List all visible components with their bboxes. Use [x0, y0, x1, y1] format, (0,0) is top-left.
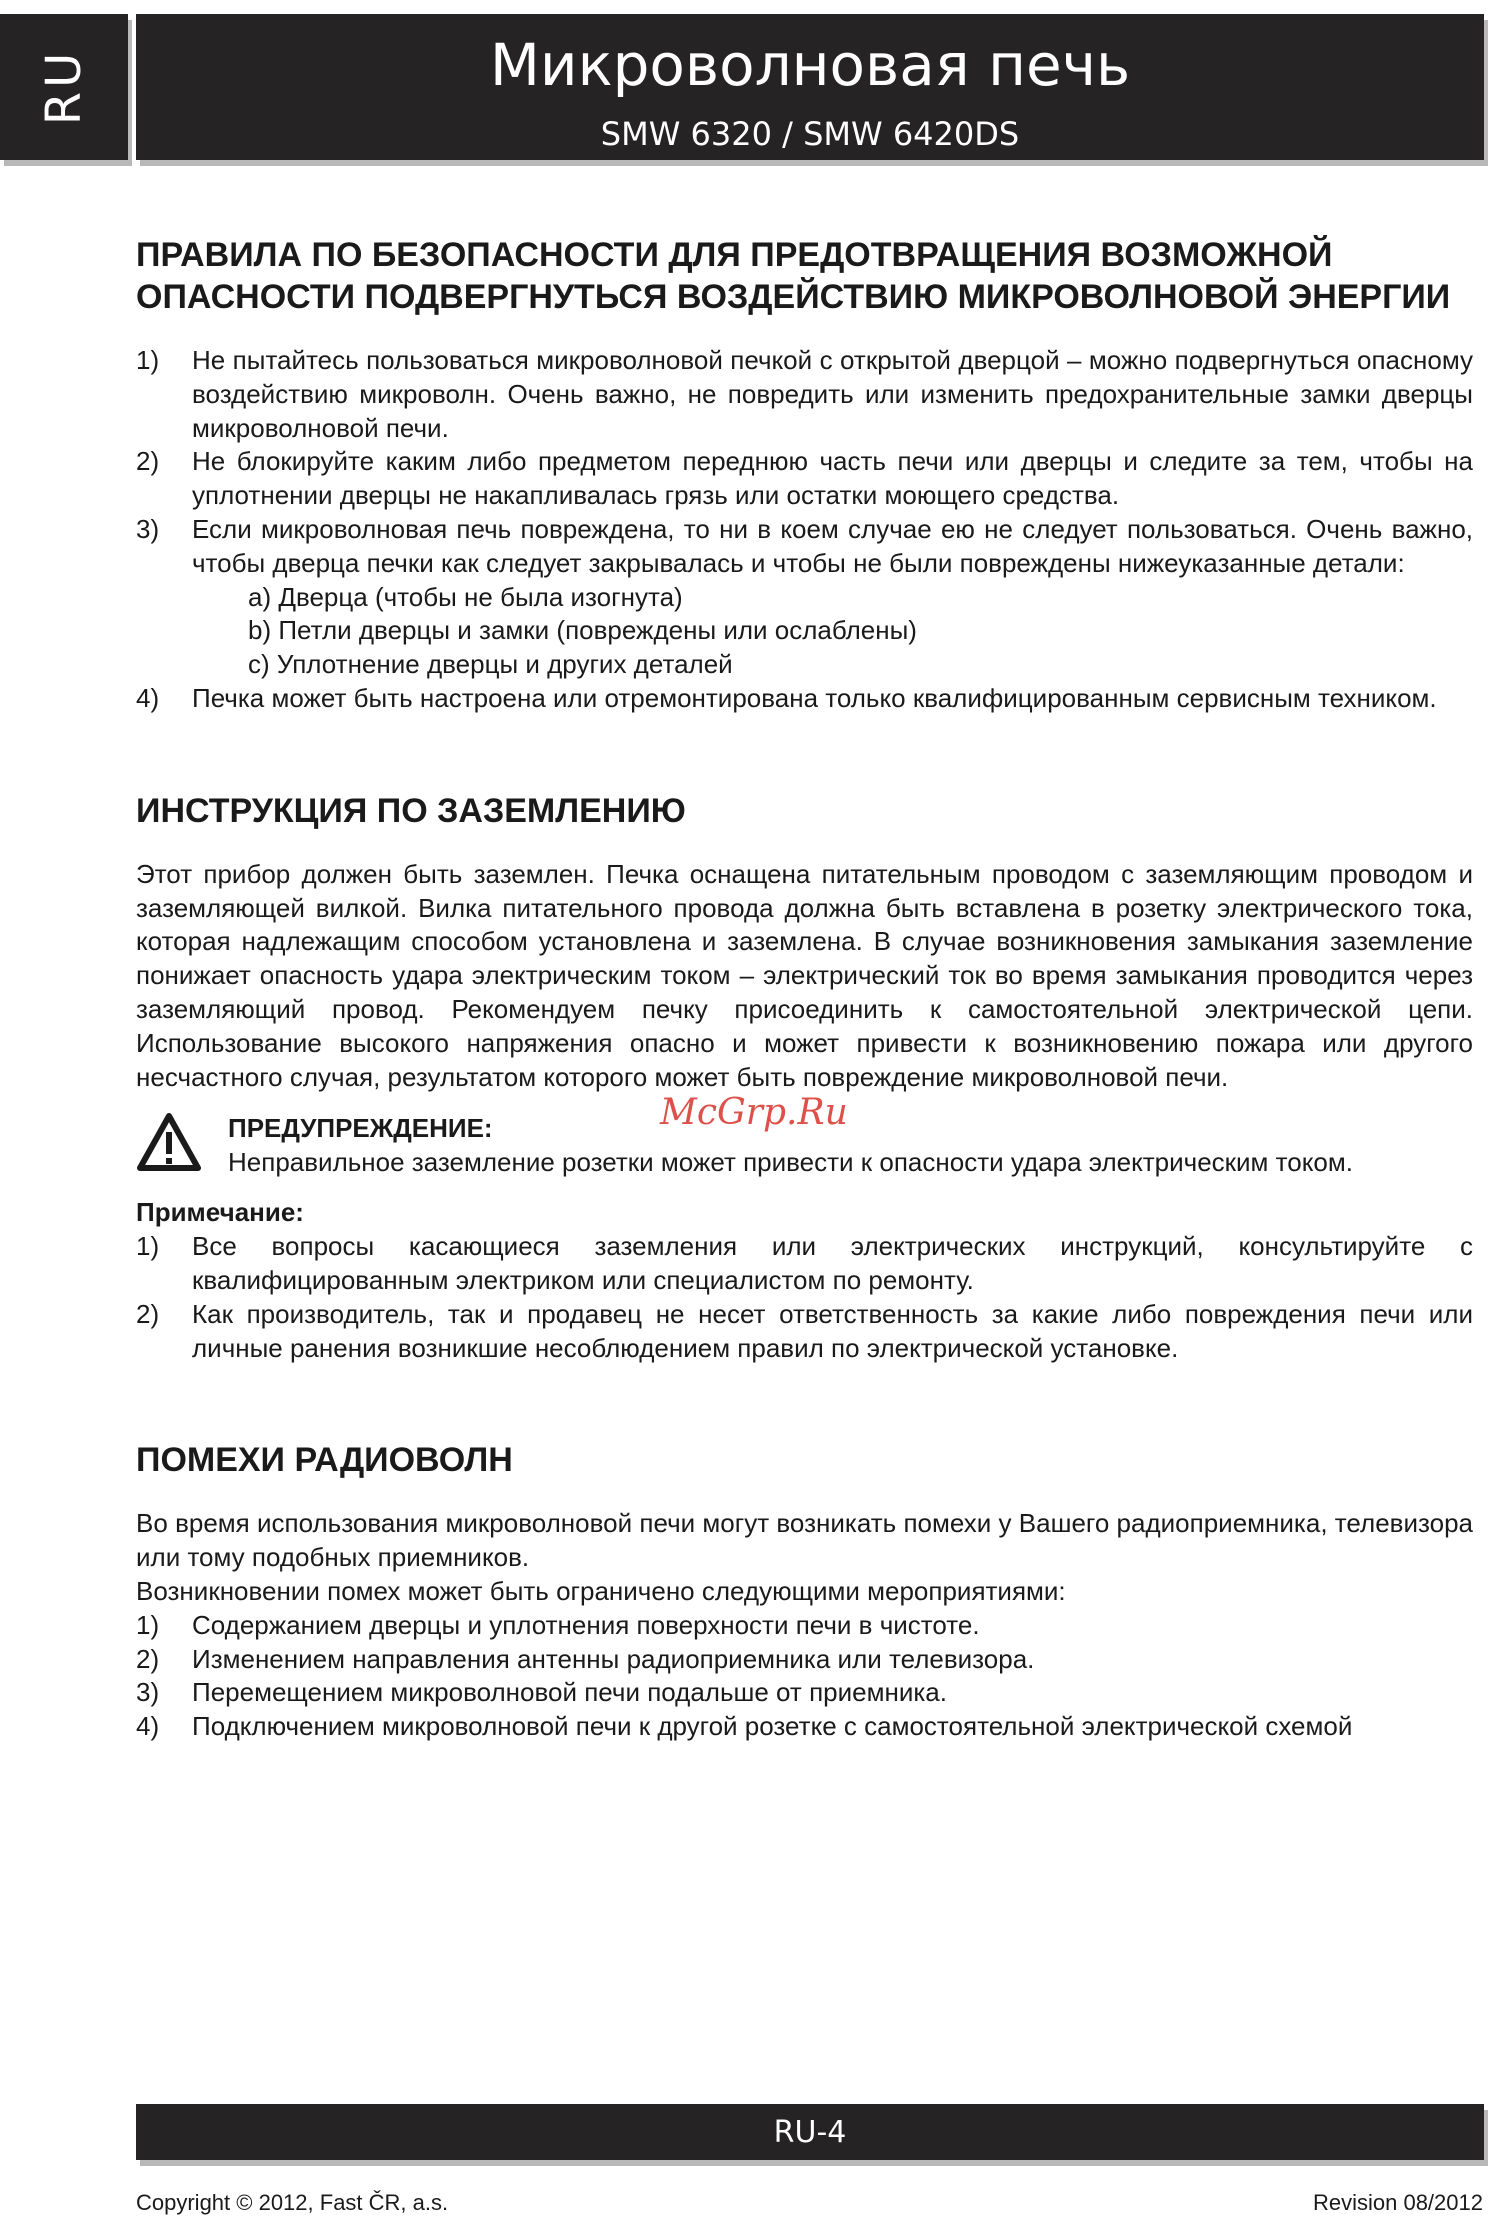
list-number: 2) [136, 446, 160, 477]
list-text: Перемещением микроволновой печи подальше от приемника. [192, 1677, 947, 1708]
list-text: Печка может быть настроена или отремонтирована только квалифицированным сервисным техником. [192, 682, 1437, 713]
warning-triangle-icon [136, 1112, 202, 1172]
list-item [136, 445, 1473, 513]
list-item [136, 1643, 1473, 1677]
list-number: 2) [136, 1643, 160, 1674]
copyright: Copyright © 2012, Fast ČR, a.s. [136, 2190, 449, 2215]
list-number: 3) [136, 513, 160, 544]
note-title: Примечание: [136, 1197, 304, 1228]
sub-list-item: c) Уплотнение дверцы и других деталей [248, 649, 733, 680]
model-subtitle: SMW 6320 / SMW 6420DS [600, 115, 1020, 153]
safety-title [136, 234, 1473, 318]
warning-title: ПРЕДУПРЕЖДЕНИЕ: [228, 1113, 493, 1144]
grounding-section [136, 790, 1473, 1366]
list-text: Все вопросы касающиеся заземления или электрических инструкций, консультируйте с квалифицированным электриком или специалистом по ремонту. [192, 1231, 1473, 1295]
radio-paragraph: Во время использования микроволновой печи могут возникать помехи у Вашего радиоприемника, телевизора или тому подобных приемников. [136, 1508, 1473, 1573]
warning-text: Неправильное заземление розетки может привести к опасности удара электрическим током. [228, 1147, 1353, 1178]
list-number: 2) [136, 1298, 160, 1329]
page-header [136, 14, 1484, 160]
list-item [136, 513, 1473, 581]
grounding-paragraph: Этот прибор должен быть заземлен. Печка оснащена питательным проводом с заземляющим проводом и заземляющей вилкой. Вилка питательного провода должна быть вставлена в розетку электрического тока, которая надлежащим способом установлена и заземлена. В случае возникновения замыкания заземление понижает опасность удара электрическим током – электрический ток во время замыкания проводится через заземляющий провод. Рекомендуем печку присоединить к самостоятельной электрической цепи. Использование высокого напряжения опасно и может привести к возникновению пожара или другого несчастного случая, результатом которого может быть повреждение микроволновой печи. [136, 858, 1473, 1092]
sub-list-item: a) Дверца (чтобы не была изогнута) [248, 581, 683, 612]
document-body [136, 234, 1473, 1744]
list-number: 1) [136, 1609, 160, 1640]
language-label: RU [35, 48, 92, 126]
radio-section [136, 1439, 1473, 1744]
page-number: RU-4 [773, 2114, 847, 2150]
list-text: Не пытайтесь пользоваться микроволновой печкой с открытой дверцой – можно подвергнуться опасному воздействию микроволн. Очень важно, не повредить или изменить предохранительные замки дверцы микроволновой печи. [192, 345, 1473, 443]
language-tab [0, 14, 128, 160]
list-text: Как производитель, так и продавец не несет ответственность за какие либо повреждения печи или личные ранения возникшие несоблюдением правил по электрической установке. [192, 1298, 1473, 1363]
grounding-title: ИНСТРУКЦИЯ ПО ЗАЗЕМЛЕНИЮ [136, 791, 686, 830]
list-item [136, 1298, 1473, 1366]
list-text: Не блокируйте каким либо предметом переднюю часть печи или дверцы и следите за тем, чтобы на уплотнении дверцы не накапливалась грязь или остатки моющего средства. [192, 446, 1473, 511]
safety-title-line1: ПРАВИЛА ПО БЕЗОПАСНОСТИ ДЛЯ ПРЕДОТВРАЩЕНИЯ ВОЗМОЖНОЙ [136, 236, 1333, 274]
radio-list [136, 1609, 1473, 1744]
safety-title-line2: ОПАСНОСТИ ПОДВЕРГНУТЬСЯ ВОЗДЕЙСТВИЮ МИКРОВОЛНОВОЙ ЭНЕРГИИ [136, 278, 1451, 316]
watermark: McGrp.Ru [660, 1092, 848, 1133]
radio-title: ПОМЕХИ РАДИОВОЛН [136, 1441, 513, 1480]
list-item [136, 682, 1473, 716]
radio-intro: Возникновении помех может быть ограничено следующими мероприятиями: [136, 1575, 1066, 1606]
list-number: 1) [136, 1231, 160, 1262]
list-number: 1) [136, 345, 160, 375]
revision: Revision 08/2012 [1312, 2190, 1483, 2215]
list-text: Если микроволновая печь повреждена, то ни в коем случае ею не следует пользоваться. Очень важно, чтобы дверца печки как следует закрывалась и чтобы не были повреждены нижеуказанные детали: [192, 513, 1473, 578]
list-item [136, 1609, 1473, 1643]
list-text: Подключением микроволновой печи к другой розетке с самостоятельной электрической схемой [192, 1711, 1353, 1742]
page-number-bar [136, 2104, 1484, 2160]
safety-list [136, 344, 1473, 716]
safety-section [136, 234, 1473, 716]
sub-list-item: b) Петли дверцы и замки (повреждены или ослаблены) [248, 615, 917, 646]
list-item [136, 1230, 1473, 1298]
note-list [136, 1230, 1473, 1365]
list-text: Изменением направления антенны радиоприемника или телевизора. [192, 1643, 1035, 1674]
list-item [136, 1676, 1473, 1710]
list-item [136, 344, 1473, 445]
page-title: Микроволновая печь [489, 31, 1131, 99]
list-number: 3) [136, 1677, 160, 1708]
list-text: Содержанием дверцы и уплотнения поверхности печи в чистоте. [192, 1609, 980, 1640]
list-number: 4) [136, 1711, 160, 1742]
list-item [136, 1710, 1473, 1744]
list-number: 4) [136, 682, 160, 713]
